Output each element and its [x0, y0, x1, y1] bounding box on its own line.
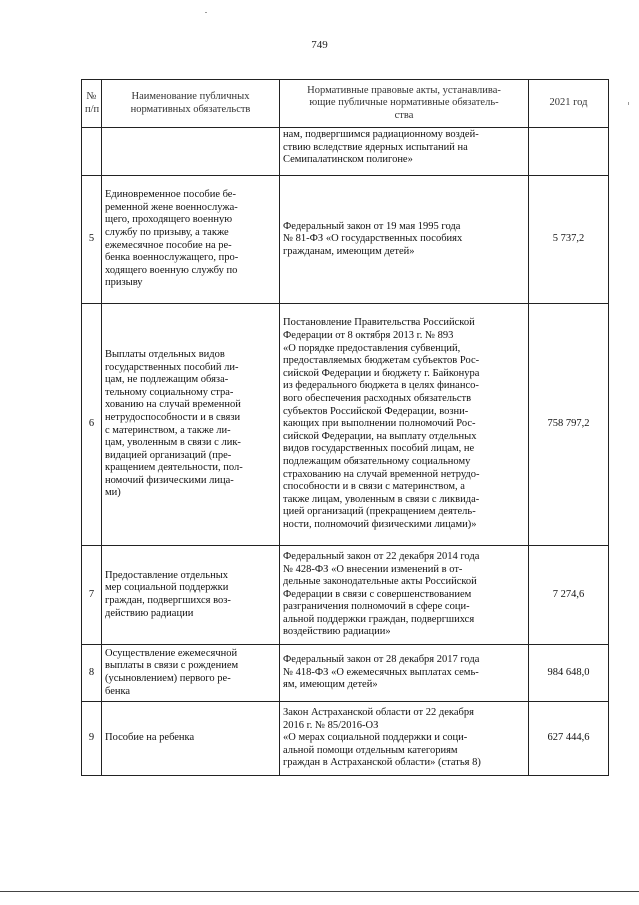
header-name — [102, 80, 280, 128]
table-row — [82, 702, 609, 776]
cell-line: Федерации в связи с совершенствованием — [283, 588, 472, 600]
row-num — [82, 645, 102, 702]
row-value — [529, 645, 609, 702]
cell-line: альной помощи отдельным категориям — [283, 744, 458, 756]
cell-line: хованию на случай временной — [105, 399, 241, 411]
cell-line: № — [86, 90, 97, 102]
cell-line: (усыновлением) первого ре- — [105, 673, 231, 684]
cell-line: 5 737,2 — [552, 233, 585, 245]
table-header-row — [82, 80, 609, 128]
cell-line: видацией организаций (пре- — [105, 449, 232, 461]
row-legal-acts — [280, 546, 529, 645]
cell-line: «О порядке предоставления субвенций, — [283, 342, 461, 354]
table-row — [82, 304, 609, 546]
cell-line: № 418-ФЗ «О ежемесячных выплатах семь- — [283, 666, 479, 678]
cell-line: ющие публичные нормативные обязатель- — [309, 97, 499, 109]
cell-line: государственных пособий ли- — [105, 361, 239, 373]
cell-line: Федеральный закон от 28 декабря 2017 года — [283, 654, 480, 666]
cell-line: 9 — [88, 732, 95, 744]
cell-line: выплаты в связи с рождением — [105, 660, 239, 672]
cell-line: ходящего военную службу по — [105, 264, 238, 276]
row-num — [82, 304, 102, 546]
cell-line: 2021 год — [549, 97, 588, 109]
row-value — [529, 702, 609, 776]
cell-line: призыву — [105, 277, 143, 289]
cell-line: 5 — [88, 233, 95, 245]
row-legal-acts — [280, 702, 529, 776]
cell-line: 2016 г. № 85/2016-ОЗ — [283, 719, 379, 731]
header-num — [82, 80, 102, 128]
table-row — [82, 128, 609, 176]
cell-line: Федерации от 8 октября 2013 г. № 893 — [283, 330, 454, 342]
cell-line: ности, полномочий физическими лицами)» — [283, 518, 477, 530]
cell-line: Осуществление ежемесячной — [105, 647, 238, 659]
cell-line: граждан в Астраханской области» (статья 8) — [283, 757, 481, 769]
cell-line: граждан, подвергшихся воз- — [105, 595, 231, 606]
row-legal-acts — [280, 304, 529, 546]
cell-line: кращением деятельности, пол- — [105, 462, 243, 474]
cell-line: воздействию радиации» — [283, 626, 391, 638]
row-obligation-name — [102, 546, 280, 645]
table-row — [82, 645, 609, 702]
cell-line: подлежащим обязательному социальному — [283, 455, 471, 467]
cell-line: 6 — [88, 418, 95, 430]
row-obligation-name — [102, 645, 280, 702]
row-legal-acts — [280, 176, 529, 304]
cell-line: ствию вследствие ядерных испытаний на — [283, 141, 468, 153]
obligations-table — [81, 79, 609, 776]
cell-line: п/п — [85, 103, 100, 115]
cell-line: нам, подвергшимся радиационному воздей- — [283, 129, 479, 140]
cell-line: ежемесячное пособие на ре- — [105, 239, 232, 251]
cell-line: нормативных обязательств — [130, 103, 251, 115]
cell-line: Закон Астраханской области от 22 декабря — [283, 707, 474, 719]
cell-line: номочий физическими лица- — [105, 474, 234, 486]
cell-line: Наименование публичных — [131, 90, 250, 102]
row-legal-acts — [280, 645, 529, 702]
cell-line: Предоставление отдельных — [105, 569, 229, 581]
cell-line: № 428-ФЗ «О внесении изменений в от- — [283, 563, 463, 575]
cell-line: сийской Федерации и бюджету г. Байконура — [283, 367, 480, 379]
cell-line: 7 274,6 — [552, 588, 585, 600]
cell-line: «О мерах социальной поддержки и соци- — [283, 732, 468, 744]
page-bottom-rule — [0, 891, 639, 892]
cell-line: бенка военнослужащего, про- — [105, 252, 239, 264]
cell-line: ми) — [105, 487, 121, 499]
cell-line: тельному социальному стра- — [105, 386, 234, 398]
cell-line: Федеральный закон от 19 мая 1995 года — [283, 220, 461, 232]
cell-line: 627 444,6 — [547, 732, 590, 744]
cell-line: видов государственных пособий лицам, не — [283, 443, 475, 455]
row-legal-acts — [280, 128, 529, 176]
cell-line: 984 648,0 — [547, 666, 590, 678]
cell-line: бенка — [105, 685, 131, 697]
cell-line: гражданам, имеющим детей» — [283, 245, 415, 257]
cell-line: ям, имеющим детей» — [283, 679, 378, 691]
cell-line: вого обеспечения расходных обязательств — [283, 393, 472, 405]
table-row — [82, 176, 609, 304]
row-num — [82, 546, 102, 645]
cell-line: действию радиации — [105, 607, 194, 619]
cell-line: страхованию на случай временной нетрудо- — [283, 468, 480, 480]
cell-line: Пособие на ребенка — [105, 732, 195, 744]
cell-line: из федерального бюджета в целях финансо- — [283, 380, 479, 392]
cell-line: Федеральный закон от 22 декабря 2014 года — [283, 550, 480, 562]
cell-line: с материнством, а также ли- — [105, 424, 231, 436]
cell-line: Постановление Правительства Российской — [283, 317, 475, 329]
cell-line: № 81-ФЗ «О государственных пособиях — [283, 233, 463, 245]
cell-line: также лицам, уволенным в связи с ликвида- — [283, 493, 480, 505]
cell-line: 7 — [88, 588, 95, 600]
row-value — [529, 128, 609, 176]
row-obligation-name — [102, 304, 280, 546]
cell-line: Выплаты отдельных видов — [105, 348, 225, 360]
cell-line: цией организаций (прекращением деятель- — [283, 506, 476, 518]
cell-line: Нормативные правовые акты, устанавлива- — [307, 84, 501, 96]
row-num — [82, 176, 102, 304]
cell-line: щего, проходящего военную — [105, 214, 233, 226]
cell-line: цам, уволенным в связи с лик- — [105, 437, 241, 449]
header-year — [529, 80, 609, 128]
row-obligation-name — [102, 176, 280, 304]
row-value — [529, 546, 609, 645]
cell-line: дельные законодательные акты Российской — [283, 576, 477, 588]
cell-line: нетрудоспособности и в связи — [105, 411, 241, 423]
row-value — [529, 176, 609, 304]
cell-line: альной поддержки граждан, подвергшихся — [283, 613, 475, 625]
cell-line: сийской Федерации, на выплату отдельных — [283, 430, 477, 442]
cell-line: ства — [394, 109, 414, 121]
cell-line: службу по призыву, а также — [105, 226, 229, 238]
header-acts — [280, 80, 529, 128]
row-num — [82, 128, 102, 176]
cell-line: субъектов Российской Федерации, возни- — [283, 405, 469, 417]
page-number: 749 — [311, 39, 328, 51]
row-value — [529, 304, 609, 546]
row-num — [82, 702, 102, 776]
scan-speck — [628, 102, 629, 105]
cell-line: цам, не подлежащим обяза- — [105, 374, 229, 386]
cell-line: 758 797,2 — [547, 418, 590, 430]
table-row — [82, 546, 609, 645]
scan-speck — [205, 12, 207, 13]
cell-line: Семипалатинском полигоне» — [283, 154, 413, 166]
cell-line: кающих при выполнении полномочий Рос- — [283, 418, 476, 430]
cell-line: 8 — [88, 666, 95, 678]
cell-line: предоставляемых бюджетам субъектов Рос- — [283, 355, 480, 367]
cell-line: Единовременное пособие бе- — [105, 189, 236, 201]
cell-line: мер социальной поддержки — [105, 582, 229, 594]
row-obligation-name — [102, 128, 280, 176]
cell-line: разграничения полномочий в сфере соци- — [283, 601, 470, 613]
cell-line: ременной жене военнослужа- — [105, 201, 238, 213]
row-obligation-name — [102, 702, 280, 776]
cell-line: способности и в связи с материнством, а — [283, 481, 465, 493]
